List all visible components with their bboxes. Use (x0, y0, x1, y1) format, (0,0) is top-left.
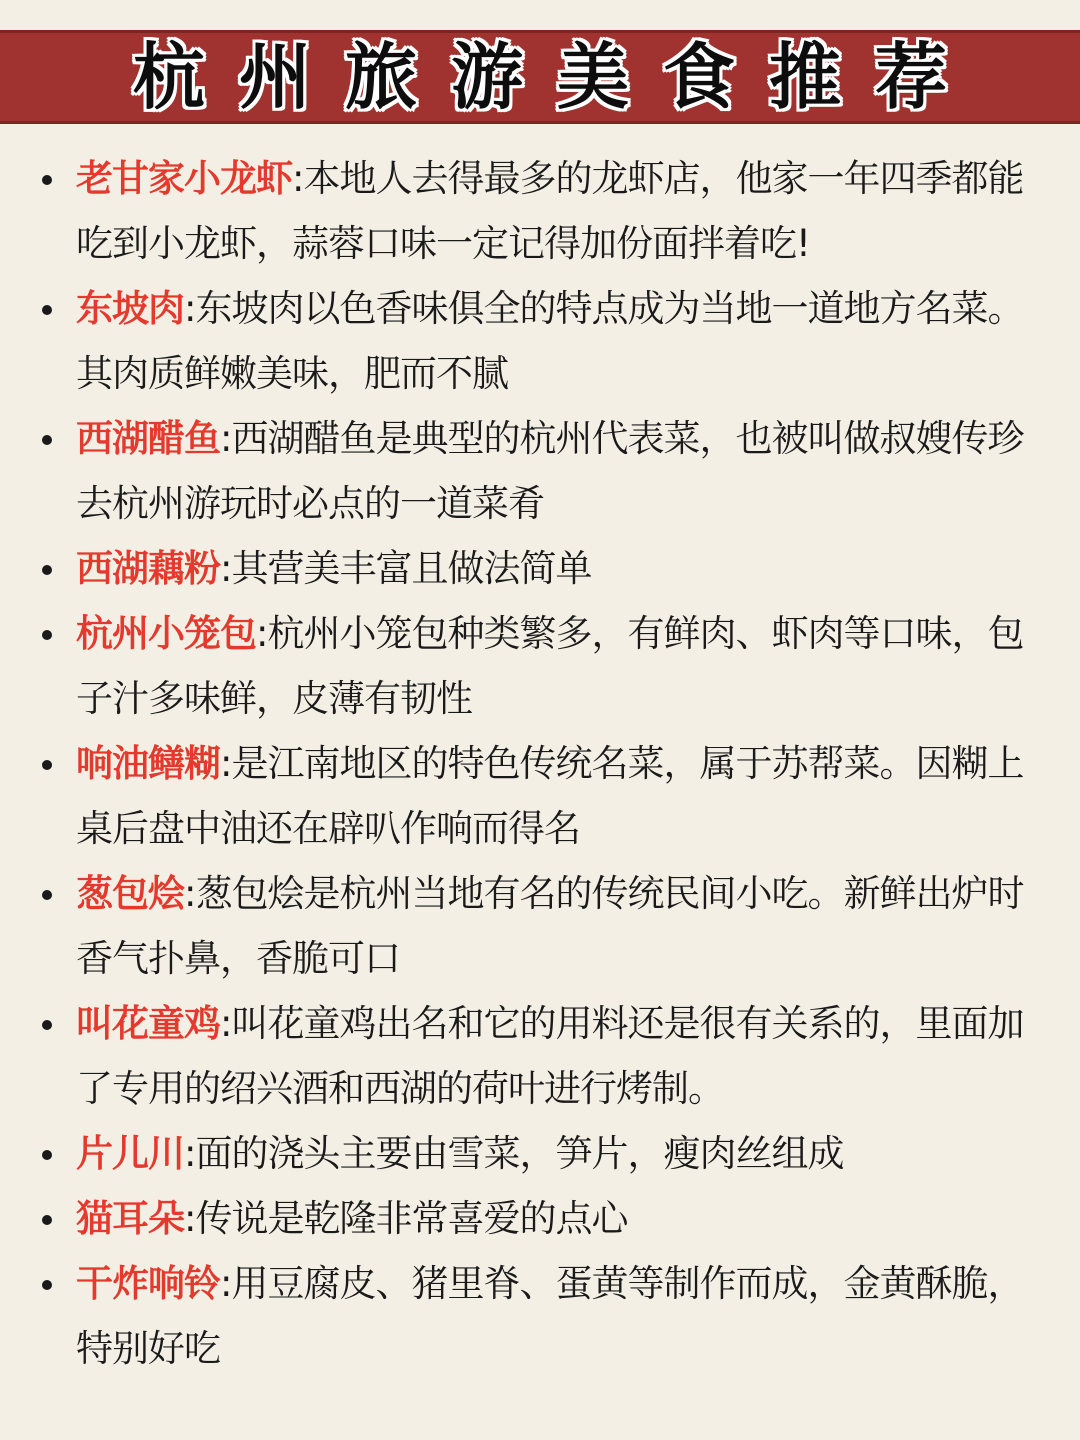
list-item (38, 276, 1038, 406)
food-name: 西湖藕粉 (76, 547, 220, 590)
food-description: :本地人去得最多的龙虾店，他家一年四季都能吃到小龙虾，蒜蓉口味一定记得加份面拌着吃! (76, 157, 1024, 265)
food-description: :面的浇头主要由雪菜，笋片，瘦肉丝组成 (184, 1132, 844, 1175)
bullet-icon (42, 890, 52, 900)
food-name: 猫耳朵 (76, 1197, 184, 1240)
food-name: 干炸响铃 (76, 1262, 220, 1305)
list-item (38, 146, 1038, 276)
bullet-icon (42, 760, 52, 770)
list-item (38, 991, 1038, 1121)
list-item (38, 1186, 1038, 1251)
bullet-icon (42, 1020, 52, 1030)
list-item (38, 1121, 1038, 1186)
food-name: 响油鳝糊 (76, 742, 220, 785)
food-description: :是江南地区的特色传统名菜，属于苏帮菜。因糊上桌后盘中油还在辟叭作响而得名 (76, 742, 1024, 850)
food-name: 西湖醋鱼 (76, 417, 220, 460)
bullet-icon (42, 1150, 52, 1160)
bullet-icon (42, 565, 52, 575)
list-item (38, 536, 1038, 601)
bullet-icon (42, 435, 52, 445)
food-description: :其营美丰富且做法简单 (220, 547, 592, 590)
bullet-icon (42, 1280, 52, 1290)
list-item (38, 601, 1038, 731)
food-list (38, 146, 1038, 1381)
food-description: :西湖醋鱼是典型的杭州代表菜，也被叫做叔嫂传珍去杭州游玩时必点的一道菜肴 (76, 417, 1024, 525)
food-name: 东坡肉 (76, 287, 184, 330)
bullet-icon (42, 630, 52, 640)
food-name: 叫花童鸡 (76, 1002, 220, 1045)
food-description: :杭州小笼包种类繁多，有鲜肉、虾肉等口味，包子汁多味鲜，皮薄有韧性 (76, 612, 1024, 720)
food-description: :东坡肉以色香味俱全的特点成为当地一道地方名菜。其肉质鲜嫩美味，肥而不腻 (76, 287, 1024, 395)
food-name: 片儿川 (76, 1132, 184, 1175)
list-item (38, 406, 1038, 536)
food-name: 老甘家小龙虾 (76, 157, 292, 200)
list-item (38, 1251, 1038, 1381)
food-name: 葱包烩 (76, 872, 184, 915)
food-description: :葱包烩是杭州当地有名的传统民间小吃。新鲜出炉时香气扑鼻，香脆可口 (76, 872, 1024, 980)
food-description: :用豆腐皮、猪里脊、蛋黄等制作而成，金黄酥脆，特别好吃 (76, 1262, 1024, 1370)
bullet-icon (42, 1215, 52, 1225)
bullet-icon (42, 305, 52, 315)
title-banner (0, 30, 1080, 124)
food-name: 杭州小笼包 (76, 612, 256, 655)
bullet-icon (42, 175, 52, 185)
page-title: 杭州旅游美食推荐 (132, 34, 981, 119)
food-description: :叫花童鸡出名和它的用料还是很有关系的，里面加了专用的绍兴酒和西湖的荷叶进行烤制。 (76, 1002, 1024, 1110)
list-item (38, 861, 1038, 991)
food-description: :传说是乾隆非常喜爱的点心 (184, 1197, 628, 1240)
list-item (38, 731, 1038, 861)
